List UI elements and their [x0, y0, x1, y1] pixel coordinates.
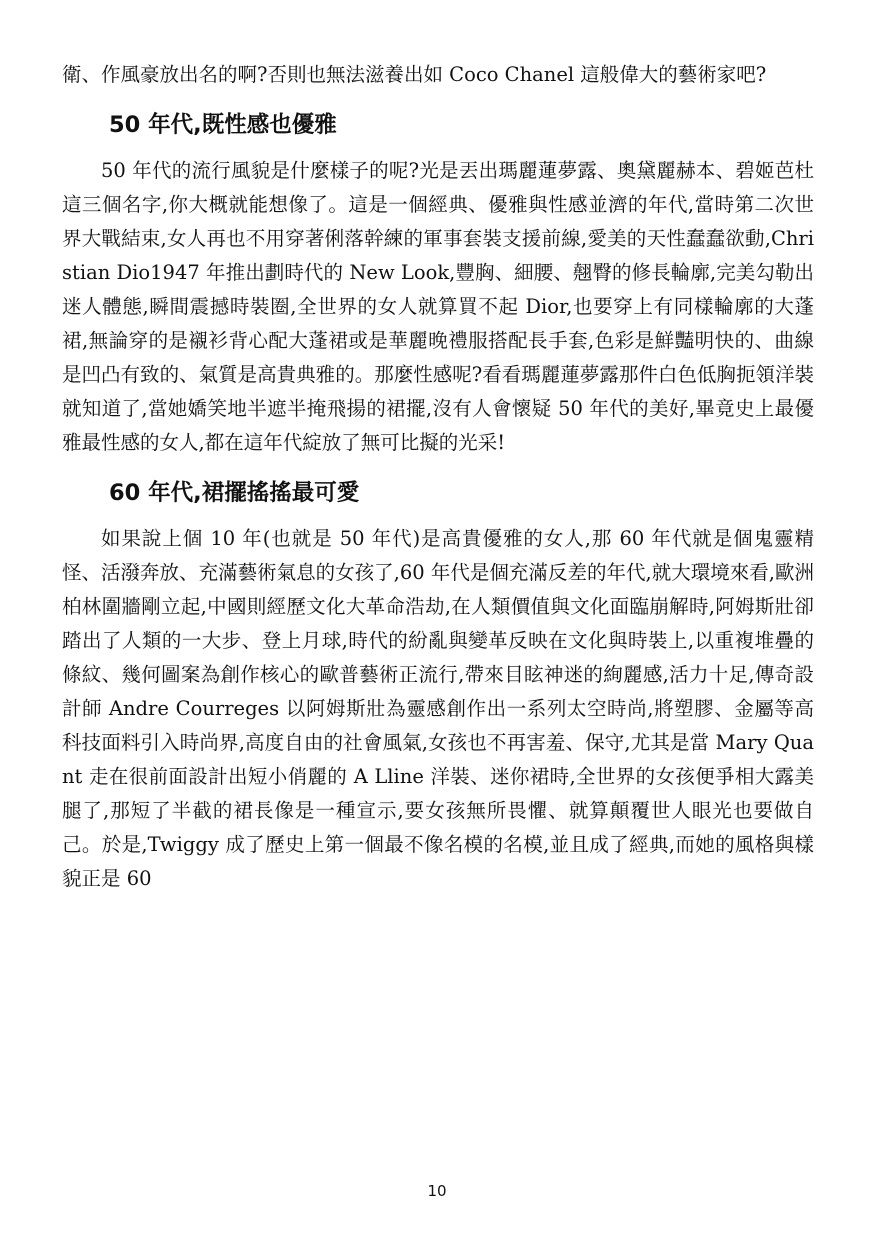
- section-heading-50s: 50 年代,既性感也優雅: [109, 112, 337, 138]
- page-number: 10: [427, 1182, 447, 1200]
- document-page: [62, 58, 814, 896]
- paragraph-60s: 如果說上個 10 年(也就是 50 年代)是高貴優雅的女人,那 60 年代就是個鬼靈精怪、活潑奔放、充滿藝術氣息的女孩了,60 年代是個充滿反差的年代,就大環境來看,歐洲柏林圍牆剛立起,中國則經歷文化大革命浩劫,在人類價值與文化面臨崩解時,阿姆斯壯卻踏出了人類的一大步、登上月球,時代的紛亂與變革反映在文化與時裝上,以重複堆疊的條紋、幾何圖案為創作核心的歐普藝術正流行,帶來目眩神迷的絢麗感,活力十足,傳奇設計師 Andre Courreges 以阿姆斯壯為靈感創作出一系列太空時尚,將塑膠、金屬等高科技面料引入時尚界,高度自由的社會風氣,女孩也不再害羞、保守,尤其是當 Mary Quant 走在很前面設計出短小俏麗的 A Lline 洋裝、迷你裙時,全世界的女孩便爭相大露美腿了,那短了半截的裙長像是一種宣示,要女孩無所畏懼、就算顛覆世人眼光也要做自己。於是,Twiggy 成了歷史上第一個最不像名模的名模,並且成了經典,而她的風格與樣貌正是 60: [62, 527, 814, 890]
- intro-paragraph: 衛、作風豪放出名的啊?否則也無法滋養出如 Coco Chanel 這般偉大的藝術家吧?: [62, 63, 767, 86]
- section-heading-60s: 60 年代,裙擺搖搖最可愛: [109, 480, 360, 506]
- paragraph-50s: 50 年代的流行風貌是什麼樣子的呢?光是丟出瑪麗蓮夢露、奧黛麗赫本、碧姬芭杜這三個名字,你大概就能想像了。這是一個經典、優雅與性感並濟的年代,當時第二次世界大戰結束,女人再也不用穿著俐落幹練的軍事套裝支援前線,愛美的天性蠢蠢欲動,Christian Dio1947 年推出劃時代的 New Look,豐胸、細腰、翹臀的修長輪廓,完美勾勒出迷人體態,瞬間震撼時裝圈,全世界的女人就算買不起 Dior,也要穿上有同樣輪廓的大蓬裙,無論穿的是襯衫背心配大蓬裙或是華麗晚禮服搭配長手套,色彩是鮮豔明快的、曲線是凹凸有致的、氣質是高貴典雅的。那麼性感呢?看看瑪麗蓮夢露那件白色低胸扼領洋裝就知道了,當她嬌笑地半遮半掩飛揚的裙擺,沒有人會懷疑 50 年代的美好,畢竟史上最優雅最性感的女人,都在這年代綻放了無可比擬的光采!: [62, 159, 814, 454]
